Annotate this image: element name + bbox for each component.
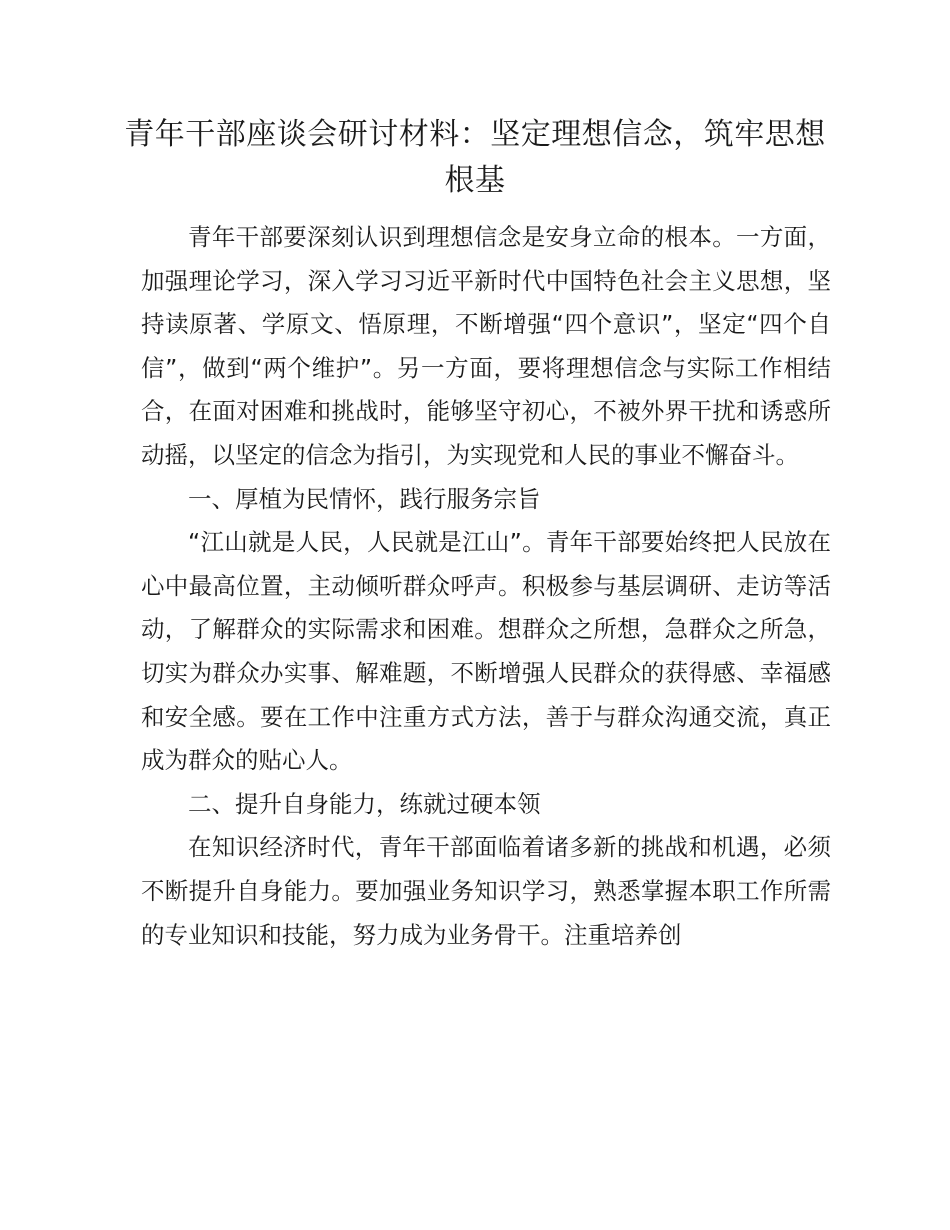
document-body (141, 216, 831, 957)
paragraph-intro: 青年干部要深刻认识到理想信念是安身立命的根本。一方面，加强理论学习，深入学习习近平新时代中国特色社会主义思想，坚持读原著、学原文、悟原理，不断增强“四个意识”，坚定“四个自信”，做到“两个维护”。另一方面，要将理想信念与实际工作相结合，在面对困难和挑战时，能够坚守初心，不被外界干扰和诱惑所动摇，以坚定的信念为指引，为实现党和人民的事业不懈奋斗。 (141, 223, 831, 469)
document-title: 青年干部座谈会研讨材料：坚定理想信念，筑牢思想根基 (124, 117, 826, 198)
section-heading-2: 二、提升自身能力，练就过硬本领 (188, 789, 541, 818)
paragraph-section-2: 在知识经济时代，青年干部面临着诸多新的挑战和机遇，必须不断提升自身能力。要加强业务知识学习，熟悉掌握本职工作所需的专业知识和技能，努力成为业务骨干。注重培养创 (141, 833, 831, 949)
paragraph-section-1: “江山就是人民，人民就是江山”。青年干部要始终把人民放在心中最高位置，主动倾听群众呼声。积极参与基层调研、走访等活动，了解群众的实际需求和困难。想群众之所想，急群众之所急，切实为群众办实事、解难题，不断增强人民群众的获得感、幸福感和安全感。要在工作中注重方式方法，善于与群众沟通交流，真正成为群众的贴心人。 (141, 528, 831, 775)
section-heading-1: 一、厚植为民情怀，践行服务宗旨 (188, 484, 541, 513)
